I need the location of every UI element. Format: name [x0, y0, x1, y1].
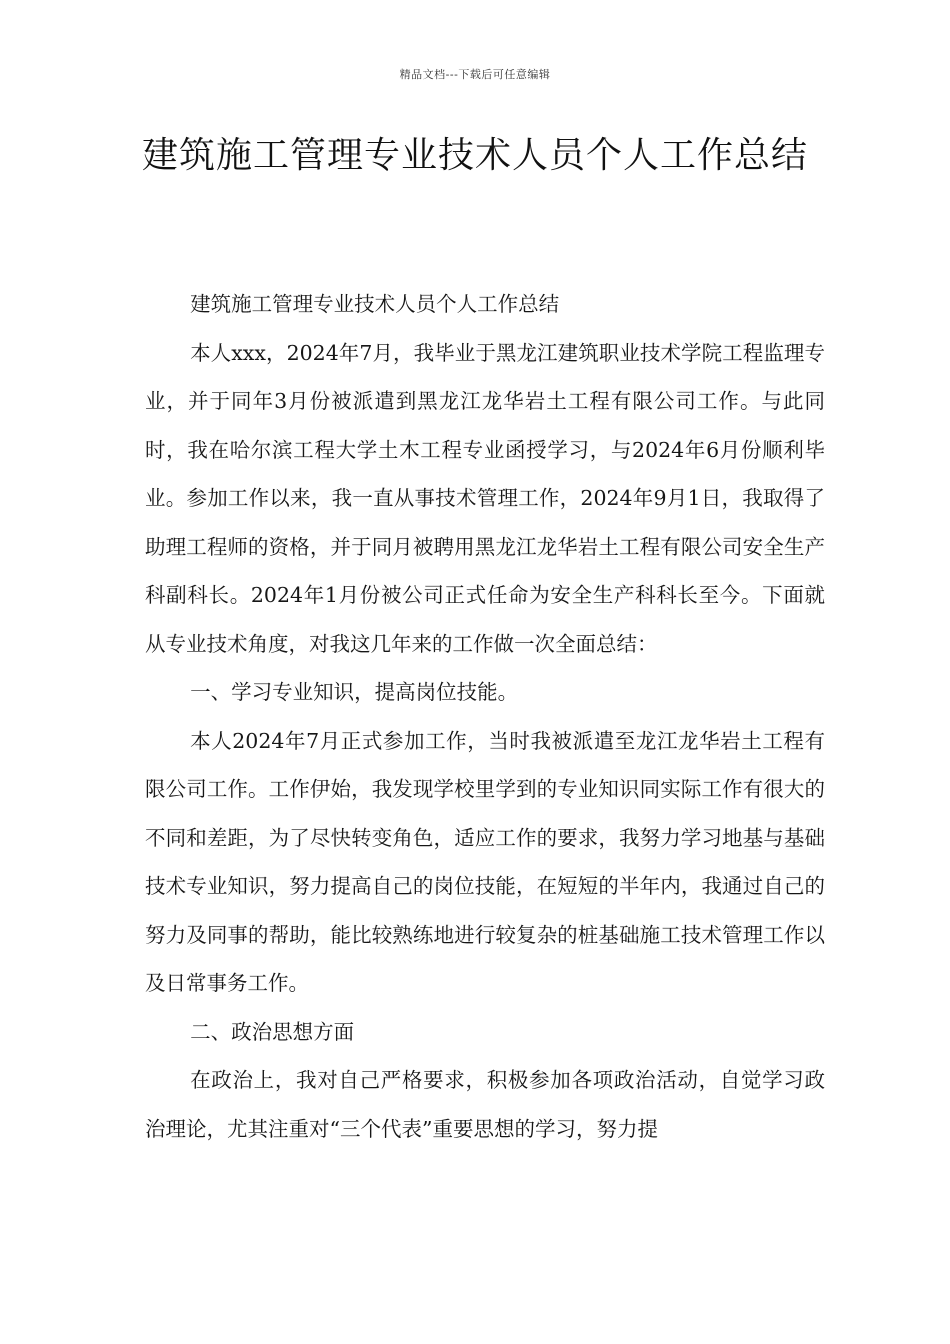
section-heading: 二、政治思想方面 — [190, 1019, 355, 1044]
body-paragraph: 本人xxx，2024年7月，我毕业于黑龙江建筑职业技术学院工程监理专业，并于同年3月份被派遣到黑龙江龙华岩土工程有限公司工作。与此同时，我在哈尔滨工程大学土木工程专业函授学习，与2024年6月份顺利毕业。参加工作以来，我一直从事技术管理工作，2024年9月1日，我取得了助理工程师的资格，并于同月被聘用黑龙江龙华岩土工程有限公司安全生产科副科长。2024年1月份被公司正式任命为安全生产科科长至今。下面就从专业技术角度，对我这几年来的工作做一次全面总结： — [145, 340, 825, 656]
body-paragraph: 本人2024年7月正式参加工作，当时我被派遣至龙江龙华岩土工程有限公司工作。工作伊始，我发现学校里学到的专业知识同实际工作有很大的不同和差距，为了尽快转变角色，适应工作的要求，我努力学习地基与基础技术专业知识，努力提高自己的岗位技能，在短短的半年内，我通过自己的努力及同事的帮助，能比较熟练地进行较复杂的桩基础施工技术管理工作以及日常事务工作。 — [145, 728, 825, 995]
body-paragraph-subtitle: 建筑施工管理专业技术人员个人工作总结 — [190, 292, 560, 316]
document-title: 建筑施工管理专业技术人员个人工作总结 — [141, 135, 808, 176]
section-heading: 一、学习专业知识，提高岗位技能。 — [190, 680, 519, 704]
body-paragraph: 在政治上，我对自己严格要求，积极参加各项政治活动，自觉学习政治理论，尤其注重对“三个代表”重要思想的学习，努力提 — [145, 1068, 825, 1141]
header-note: 精品文档---下载后可任意编辑 — [399, 68, 551, 81]
document-body — [145, 280, 825, 1153]
